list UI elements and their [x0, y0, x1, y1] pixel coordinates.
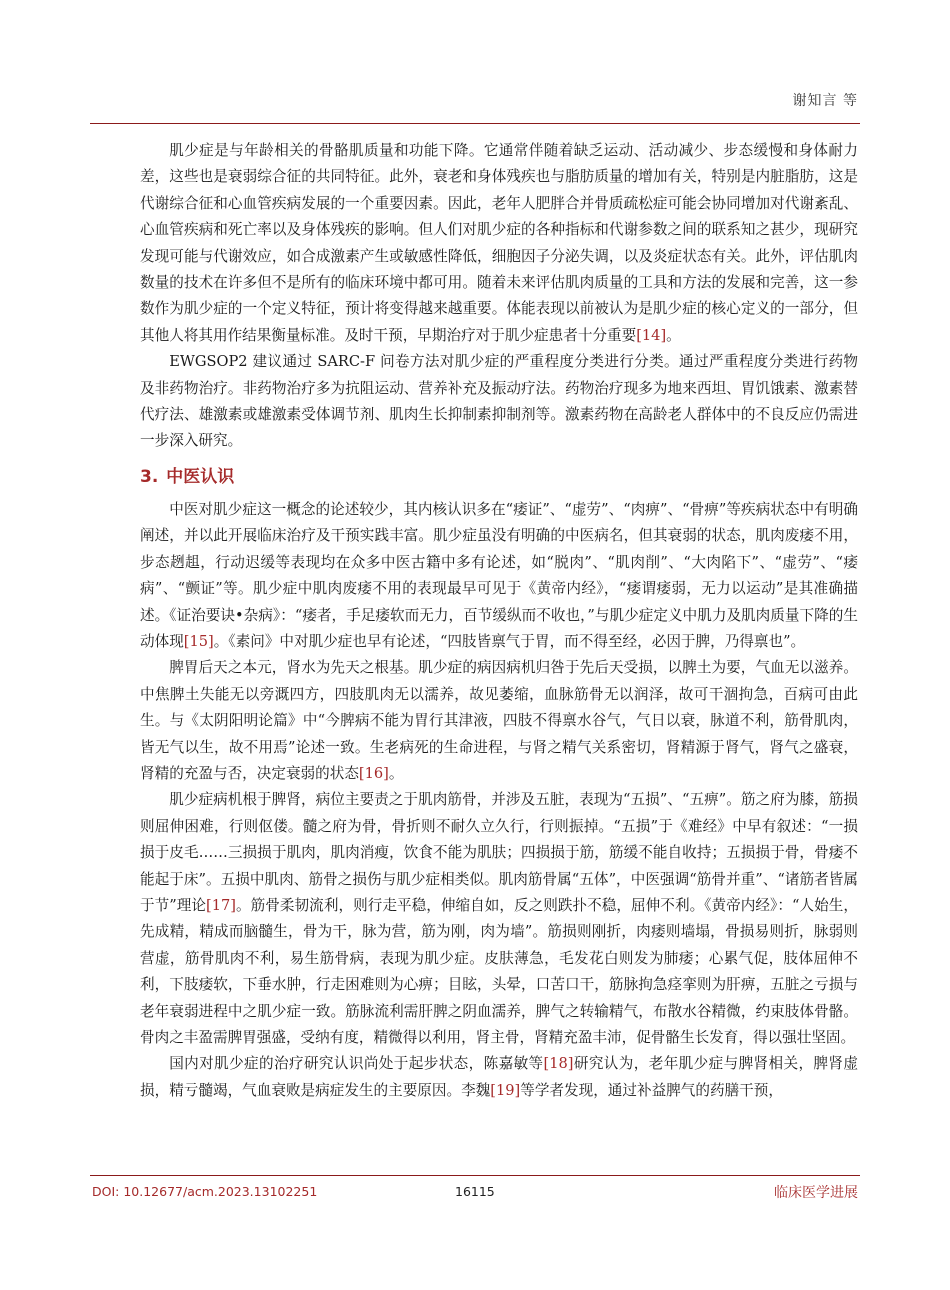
journal-name: 临床医学进展 — [774, 1185, 858, 1201]
footer-doi-link[interactable]: DOI: 10.12677/acm.2023.13102251 — [92, 1184, 318, 1199]
citation-link[interactable]: [16] — [358, 764, 389, 782]
paragraph: 中医对肌少症这一概念的论述较少，其内核认识多在“痿证”、“虚劳”、“肉痹”、“骨痹”等疾病状态中有明确阐述，并以此开展临床治疗及干预实践丰富。肌少症虽没有明确的中医病名，但其衰弱的状态，肌肉废痿不用，步态趔趄，行动迟缓等表现均在众多中医古籍中多有论述，如“脱肉”、“肌肉削”、“大肉陷下”、“虚劳”、“痿病”、“颤证”等。肌少症中肌肉废痿不用的表现最早可见于《黄帝内经》，“痿谓痿弱，无力以运动”是其准确描述。《证治要诀•杂病》：“痿者，手足痿软而无力，百节缓纵而不收也，”与肌少症定义中肌力及肌肉质量下降的生动体现[15]。《素问》中对肌少症也早有论述，“四肢皆禀气于胃，而不得至经，必因于脾，乃得禀也”。 — [140, 500, 858, 650]
paragraph: 国内对肌少症的治疗研究认识尚处于起步状态，陈嘉敏等[18]研究认为，老年肌少症与脾肾相关，脾肾虚损，精亏髓竭，气血衰败是病症发生的主要原因。李魏[19]等学者发现，通过补益脾气的药膳干预， — [140, 1055, 858, 1099]
citation-link[interactable]: [17] — [206, 896, 236, 914]
paragraph: 肌少症是与年龄相关的骨骼肌质量和功能下降。它通常伴随着缺乏运动、活动减少、步态缓慢和身体耐力差，这些也是衰弱综合征的共同特征。此外，衰老和身体残疾也与脂肪质量的增加有关，特别是内脏脂肪，这是代谢综合征和心血管疾病发展的一个重要因素。因此，老年人肥胖合并骨质疏松症可能会协同增加对代谢紊乱、心血管疾病和死亡率以及身体残疾的影响。但人们对肌少症的各种指标和代谢参数之间的联系知之甚少，现研究发现可能与代谢效应，如合成激素产生或敏感性降低，细胞因子分泌失调，以及炎症状态有关。此外，评估肌肉数量的技术在许多但不是所有的临床环境中都可用。随着未来评估肌肉质量的工具和方法的发展和完善，这一参数作为肌少症的一个定义特征，预计将变得越来越重要。体能表现以前被认为是肌少症的核心定义的一部分，但其他人将其用作结果衡量标准。及时干预，早期治疗对于肌少症患者十分重要[14]。 — [140, 142, 858, 344]
running-header-author: 谢知言 等 — [792, 93, 858, 109]
page-number: 16115 — [455, 1184, 495, 1199]
footer-divider — [90, 1175, 860, 1176]
article-body — [140, 138, 858, 1104]
paragraph: EWGSOP2 建议通过 SARC-F 问卷方法对肌少症的严重程度分类进行分类。通过严重程度分类进行药物及非药物治疗。非药物治疗多为抗阻运动、营养补充及振动疗法。药物治疗现多为地来西坦、胃饥饿素、激素替代疗法、雄激素或雄激素受体调节剂、肌肉生长抑制素抑制剂等。激素药物在高龄老人群体中的不良反应仍需进一步深入研究。 — [140, 353, 858, 450]
header-divider — [90, 123, 860, 124]
citation-link[interactable]: [14] — [636, 326, 667, 344]
citation-link[interactable]: [15] — [183, 632, 214, 650]
citation-link[interactable]: [19] — [490, 1081, 521, 1099]
citation-link[interactable]: [18] — [543, 1055, 574, 1073]
section-heading: 3. 中医认识 — [140, 466, 235, 487]
paragraph: 脾胃后天之本元，肾水为先天之根基。肌少症的病因病机归咎于先后天受损，以脾土为要，气血无以滋养。中焦脾土失能无以旁溉四方，四肢肌肉无以濡养，故见萎缩，血脉筋骨无以润泽，故可干涸拘急，百病可由此生。与《太阴阳明论篇》中“今脾病不能为胃行其津液，四肢不得禀水谷气，气日以衰，脉道不利，筋骨肌肉，皆无气以生，故不用焉”论述一致。生老病死的生命进程，与肾之精气关系密切，肾精源于肾气，肾气之盛衰，肾精的充盈与否，决定衰弱的状态[16]。 — [140, 659, 858, 782]
paragraph: 肌少症病机根于脾肾，病位主要责之于肌肉筋骨，并涉及五脏，表现为“五损”、“五痹”。筋之府为膝，筋损则屈伸困难，行则伛偻。髓之府为骨，骨折则不耐久立久行，行则振掉。“五损”于《难经》中早有叙述：“一损损于皮毛……三损损于肌肉，肌肉消瘦，饮食不能为肌肤；四损损于筋，筋缓不能自收持；五损损于骨，骨痿不能起于床”。五损中肌肉、筋骨之损伤与肌少症相类似。肌肉筋骨属“五体”，中医强调“筋骨并重”、“诸筋者皆属于节”理论[17]。筋骨柔韧流利，则行走平稳，伸缩自如，反之则跌扑不稳，屈伸不利。《黄帝内经》：“人始生，先成精，精成而脑髓生，骨为干，脉为营，筋为刚，肉为墙”。筋损则刚折，肉痿则墙塌，骨损易则折，脉弱则营虚，筋骨肌肉不利，易生筋骨病，表现为肌少症。皮肤薄急，毛发花白则发为肺痿；心累气促，肢体屈伸不利，下肢痿软，下垂水肿，行走困难则为心痹；目眩，头晕，口苦口干，筋脉拘急痉挛则为肝痹，五脏之亏损与老年衰弱进程中之肌少症一致。筋脉流利需肝脾之阴血濡养，脾气之转输精气，布散水谷精微，约束肢体骨骼。骨肉之丰盈需脾胃强盛，受纳有度，精微得以利用，肾主骨，肾精充盈丰沛，促骨骼生长发育，得以强壮坚固。 — [140, 791, 858, 1046]
